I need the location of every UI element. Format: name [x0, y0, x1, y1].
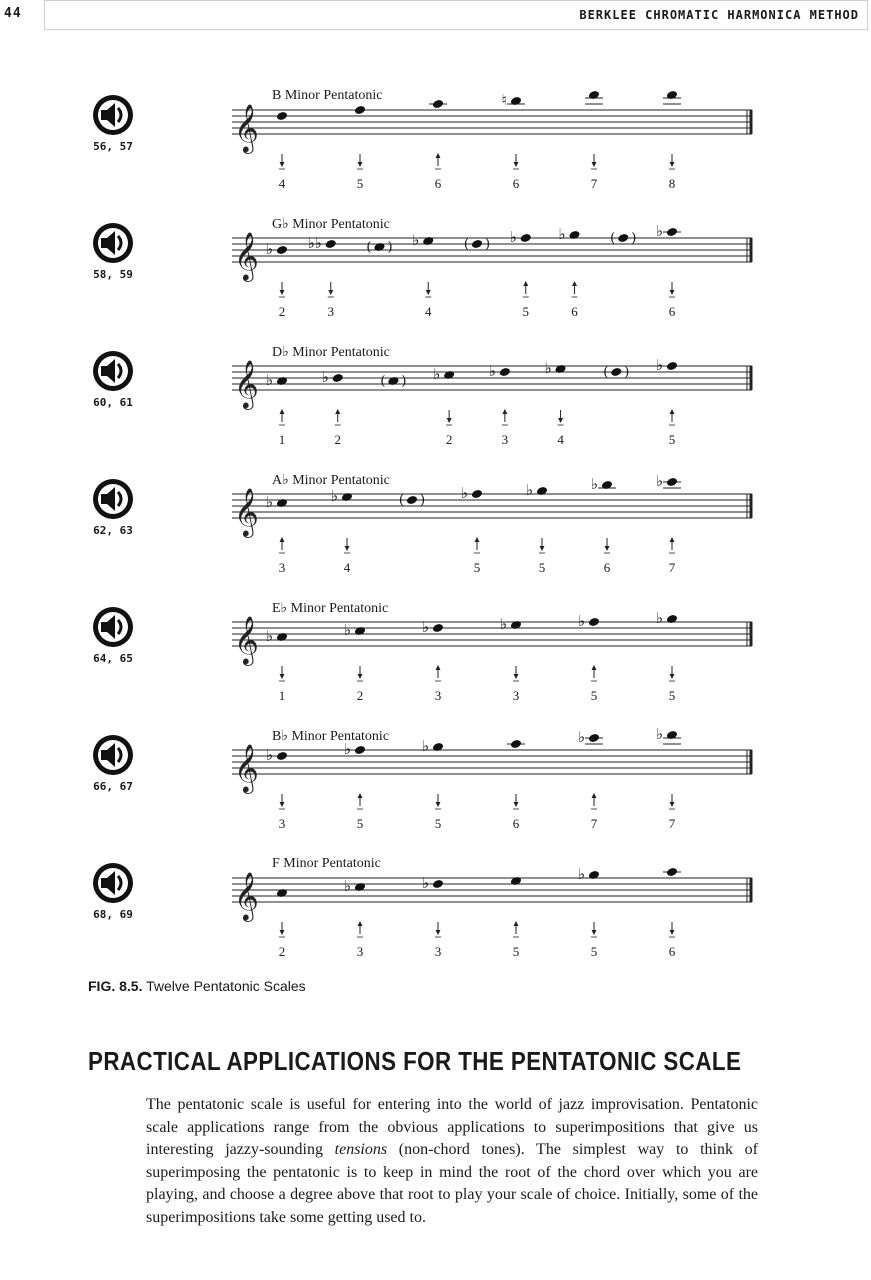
scale-title: A♭ Minor Pentatonic — [272, 473, 390, 488]
hole-number: 3 — [278, 816, 286, 831]
note-head — [406, 495, 418, 505]
hole-number: 4 — [343, 560, 351, 575]
scale-title: B Minor Pentatonic — [272, 88, 383, 103]
hole-number: 1 — [278, 688, 286, 703]
note-head — [332, 373, 344, 383]
hole-number: 5 — [473, 560, 481, 575]
note-head — [276, 751, 288, 761]
blow-arrow-icon — [358, 793, 363, 798]
note-head — [588, 870, 600, 880]
hole-number: 5 — [590, 944, 598, 959]
note-head — [276, 498, 288, 508]
parenthesis-right: ) — [631, 231, 637, 246]
treble-clef-icon: 𝄞 — [234, 103, 259, 152]
draw-arrow-icon — [592, 162, 597, 167]
parenthesis-right: ) — [401, 374, 407, 389]
scale-title: E♭ Minor Pentatonic — [272, 601, 389, 616]
note-head — [276, 376, 288, 386]
hole-number: 2 — [278, 944, 286, 959]
note-head — [276, 245, 288, 255]
parenthesis-left: ( — [610, 231, 616, 246]
hole-number: 2 — [334, 432, 341, 447]
accidental: ♭ — [577, 865, 585, 883]
draw-arrow-icon — [540, 546, 545, 551]
hole-number: 7 — [590, 176, 598, 191]
accidental: ♭ — [460, 484, 468, 502]
hole-number: 2 — [356, 688, 364, 703]
paragraph-emphasis: tensions — [334, 1141, 388, 1159]
blow-arrow-icon — [280, 409, 285, 414]
hole-number: 6 — [603, 560, 611, 575]
hole-number: 4 — [557, 432, 564, 447]
running-header-title: BERKLEE CHROMATIC HARMONICA METHOD — [579, 8, 859, 22]
track-numbers: 58, 59 — [93, 268, 133, 281]
blow-arrow-icon — [436, 665, 441, 670]
parenthesis-right: ) — [485, 237, 491, 252]
hole-number: 8 — [668, 176, 676, 191]
accidental: ♭ — [544, 359, 552, 377]
hole-number: 3 — [434, 688, 442, 703]
note-head — [568, 230, 580, 240]
hole-number: 6 — [668, 944, 676, 959]
figure-caption-text: Twelve Pentatonic Scales — [142, 978, 306, 994]
blow-arrow-icon — [592, 793, 597, 798]
scale-row — [0, 728, 871, 856]
blow-arrow-icon — [475, 537, 480, 542]
accidental: ♭ — [655, 728, 663, 743]
note-head — [325, 239, 337, 249]
hole-number: 3 — [434, 944, 442, 959]
hole-number: 6 — [434, 176, 442, 191]
accidental: ♭ — [265, 371, 273, 389]
note-head — [617, 233, 629, 243]
music-staff — [0, 728, 871, 856]
music-staff — [0, 856, 871, 984]
accidental: ♭ — [655, 472, 663, 490]
hole-number: 5 — [590, 688, 598, 703]
note-head — [432, 623, 444, 633]
note-head — [601, 480, 613, 490]
accidental: ♭ — [412, 231, 420, 249]
parenthesis-right: ) — [624, 365, 630, 380]
music-staff — [0, 216, 871, 344]
accidental: ♭ — [343, 621, 351, 639]
note-head — [666, 361, 678, 371]
hole-number: 3 — [512, 688, 520, 703]
note-head — [432, 99, 444, 109]
note-head — [276, 888, 288, 898]
treble-clef-icon: 𝄞 — [234, 487, 259, 536]
note-head — [387, 376, 399, 386]
accidental: ♭ — [265, 746, 273, 764]
note-head — [510, 876, 522, 886]
accidental: ♭ — [509, 228, 517, 246]
music-staff — [0, 88, 871, 216]
scale-row — [0, 216, 871, 344]
draw-arrow-icon — [670, 930, 675, 935]
blow-arrow-icon — [335, 409, 340, 414]
scale-title: B♭ Minor Pentatonic — [272, 729, 390, 744]
draw-arrow-icon — [358, 674, 363, 679]
music-staff — [0, 472, 871, 600]
track-numbers: 62, 63 — [93, 524, 133, 537]
note-head — [510, 96, 522, 106]
draw-arrow-icon — [670, 162, 675, 167]
note-head — [588, 90, 600, 100]
hole-number: 3 — [327, 304, 334, 319]
accidental: ♭ — [577, 728, 585, 746]
hole-number: 7 — [668, 816, 676, 831]
draw-arrow-icon — [436, 802, 441, 807]
note-head — [373, 242, 385, 252]
track-numbers: 64, 65 — [93, 652, 133, 665]
blow-arrow-icon — [592, 665, 597, 670]
scale-title: G♭ Minor Pentatonic — [272, 217, 390, 232]
draw-arrow-icon — [558, 418, 563, 423]
note-head — [276, 632, 288, 642]
note-head — [354, 626, 366, 636]
hole-number: 7 — [590, 816, 598, 831]
note-head — [432, 742, 444, 752]
note-head — [341, 492, 353, 502]
hole-number: 3 — [356, 944, 364, 959]
parenthesis-left: ( — [380, 374, 386, 389]
note-head — [443, 370, 455, 380]
treble-clef-icon: 𝄞 — [234, 615, 259, 664]
parenthesis-left: ( — [366, 240, 372, 255]
draw-arrow-icon — [280, 802, 285, 807]
draw-arrow-icon — [447, 418, 452, 423]
accidental: ♭ — [265, 627, 273, 645]
note-head — [666, 477, 678, 487]
accidental: ♭♭ — [307, 234, 322, 252]
hole-number: 5 — [434, 816, 442, 831]
accidental: ♭ — [590, 475, 598, 493]
hole-number: 5 — [512, 944, 520, 959]
note-head — [666, 867, 678, 877]
note-head — [276, 111, 288, 121]
hole-number: 5 — [668, 432, 676, 447]
note-head — [354, 105, 366, 115]
accidental: ♭ — [433, 365, 441, 383]
note-head — [471, 489, 483, 499]
draw-arrow-icon — [328, 290, 333, 295]
accidental: ♭ — [655, 356, 663, 374]
draw-arrow-icon — [280, 162, 285, 167]
hole-number: 6 — [512, 816, 520, 831]
hole-number: 5 — [356, 176, 364, 191]
note-head — [610, 367, 622, 377]
accidental: ♭ — [421, 618, 429, 636]
note-head — [588, 617, 600, 627]
accidental: ♭ — [655, 609, 663, 627]
track-numbers: 60, 61 — [93, 396, 133, 409]
hole-number: 3 — [278, 560, 286, 575]
body-paragraph — [146, 1094, 758, 1230]
note-head — [471, 239, 483, 249]
parenthesis-left: ( — [398, 493, 404, 508]
treble-clef-icon: 𝄞 — [234, 743, 259, 792]
accidental: ♭ — [525, 481, 533, 499]
accidental: ♭ — [265, 240, 273, 258]
scale-row — [0, 472, 871, 600]
paragraph-text-end: (non-chord tones). The simplest way to think of superimposing the pentatonic is to keep in mind the root of the chord over which you are playing, and choose a degree above that root to play your scale of choice. Initially, some of the superimpositions take some getting used to. — [146, 1141, 758, 1226]
accidental: ♭ — [499, 615, 507, 633]
note-head — [554, 364, 566, 374]
accidental: ♭ — [330, 487, 338, 505]
accidental: ♭ — [488, 362, 496, 380]
draw-arrow-icon — [514, 802, 519, 807]
track-numbers: 56, 57 — [93, 140, 133, 153]
note-head — [588, 733, 600, 743]
hole-number: 4 — [278, 176, 286, 191]
paragraph-text-start: The pentatonic scale is useful for entering into the world of jazz improvisation. Pentatonic scale applications range from the obvious applications to superimpositions that give us interesting jazzy-sounding — [146, 1096, 758, 1159]
draw-arrow-icon — [280, 290, 285, 295]
hole-number: 7 — [668, 560, 676, 575]
draw-arrow-icon — [514, 162, 519, 167]
scale-title: D♭ Minor Pentatonic — [272, 345, 390, 360]
accidental: ♭ — [321, 368, 329, 386]
draw-arrow-icon — [280, 674, 285, 679]
note-head — [666, 614, 678, 624]
draw-arrow-icon — [436, 930, 441, 935]
blow-arrow-icon — [280, 537, 285, 542]
blow-arrow-icon — [502, 409, 507, 414]
blow-arrow-icon — [436, 153, 441, 158]
hole-number: 2 — [445, 432, 453, 447]
scale-title: F Minor Pentatonic — [272, 856, 381, 871]
blow-arrow-icon — [572, 281, 577, 286]
page-number: 44 — [4, 6, 22, 21]
hole-number: 2 — [278, 304, 286, 319]
hole-number: 4 — [425, 304, 432, 319]
music-staff — [0, 344, 871, 472]
music-staff — [0, 600, 871, 728]
track-numbers: 68, 69 — [93, 908, 133, 921]
draw-arrow-icon — [426, 290, 431, 295]
draw-arrow-icon — [670, 290, 675, 295]
track-numbers: 66, 67 — [93, 780, 133, 793]
accidental: ♭ — [421, 737, 429, 755]
parenthesis-right: ) — [420, 493, 426, 508]
blow-arrow-icon — [358, 921, 363, 926]
draw-arrow-icon — [345, 546, 350, 551]
hole-number: 6 — [512, 176, 520, 191]
hole-number: 6 — [668, 304, 676, 319]
blow-arrow-icon — [523, 281, 528, 286]
scale-row — [0, 856, 871, 984]
scale-row — [0, 88, 871, 216]
draw-arrow-icon — [670, 674, 675, 679]
note-head — [510, 739, 522, 749]
hole-number: 5 — [668, 688, 676, 703]
blow-arrow-icon — [670, 409, 675, 414]
accidental: ♭ — [421, 874, 429, 892]
hole-number: 5 — [538, 560, 546, 575]
section-heading: PRACTICAL APPLICATIONS FOR THE PENTATONIC SCALE — [88, 1046, 742, 1076]
treble-clef-icon: 𝄞 — [234, 359, 259, 408]
note-head — [432, 879, 444, 889]
accidental: ♭ — [343, 877, 351, 895]
note-head — [666, 730, 678, 740]
hole-number: 6 — [571, 304, 578, 319]
note-head — [536, 486, 548, 496]
figure-caption — [88, 978, 306, 994]
accidental: ♮ — [501, 91, 507, 109]
parenthesis-left: ( — [603, 365, 609, 380]
draw-arrow-icon — [280, 930, 285, 935]
draw-arrow-icon — [514, 674, 519, 679]
scale-row — [0, 344, 871, 472]
treble-clef-icon: 𝄞 — [234, 231, 259, 280]
hole-number: 3 — [501, 432, 509, 447]
blow-arrow-icon — [670, 537, 675, 542]
note-head — [422, 236, 434, 246]
accidental: ♭ — [343, 740, 351, 758]
scale-row — [0, 600, 871, 728]
draw-arrow-icon — [670, 802, 675, 807]
note-head — [354, 745, 366, 755]
note-head — [510, 620, 522, 630]
note-head — [666, 227, 678, 237]
accidental: ♭ — [558, 225, 566, 243]
parenthesis-right: ) — [387, 240, 393, 255]
accidental: ♭ — [655, 222, 663, 240]
figure-label: FIG. 8.5. — [88, 978, 143, 994]
hole-number: 5 — [522, 304, 529, 319]
accidental: ♭ — [265, 493, 273, 511]
note-head — [499, 367, 511, 377]
parenthesis-left: ( — [463, 237, 469, 252]
hole-number: 1 — [278, 432, 286, 447]
blow-arrow-icon — [514, 921, 519, 926]
accidental: ♭ — [577, 612, 585, 630]
note-head — [520, 233, 532, 243]
note-head — [354, 882, 366, 892]
draw-arrow-icon — [358, 162, 363, 167]
draw-arrow-icon — [605, 546, 610, 551]
running-header — [44, 0, 868, 30]
note-head — [666, 90, 678, 100]
treble-clef-icon: 𝄞 — [234, 871, 259, 920]
draw-arrow-icon — [592, 930, 597, 935]
hole-number: 5 — [356, 816, 364, 831]
